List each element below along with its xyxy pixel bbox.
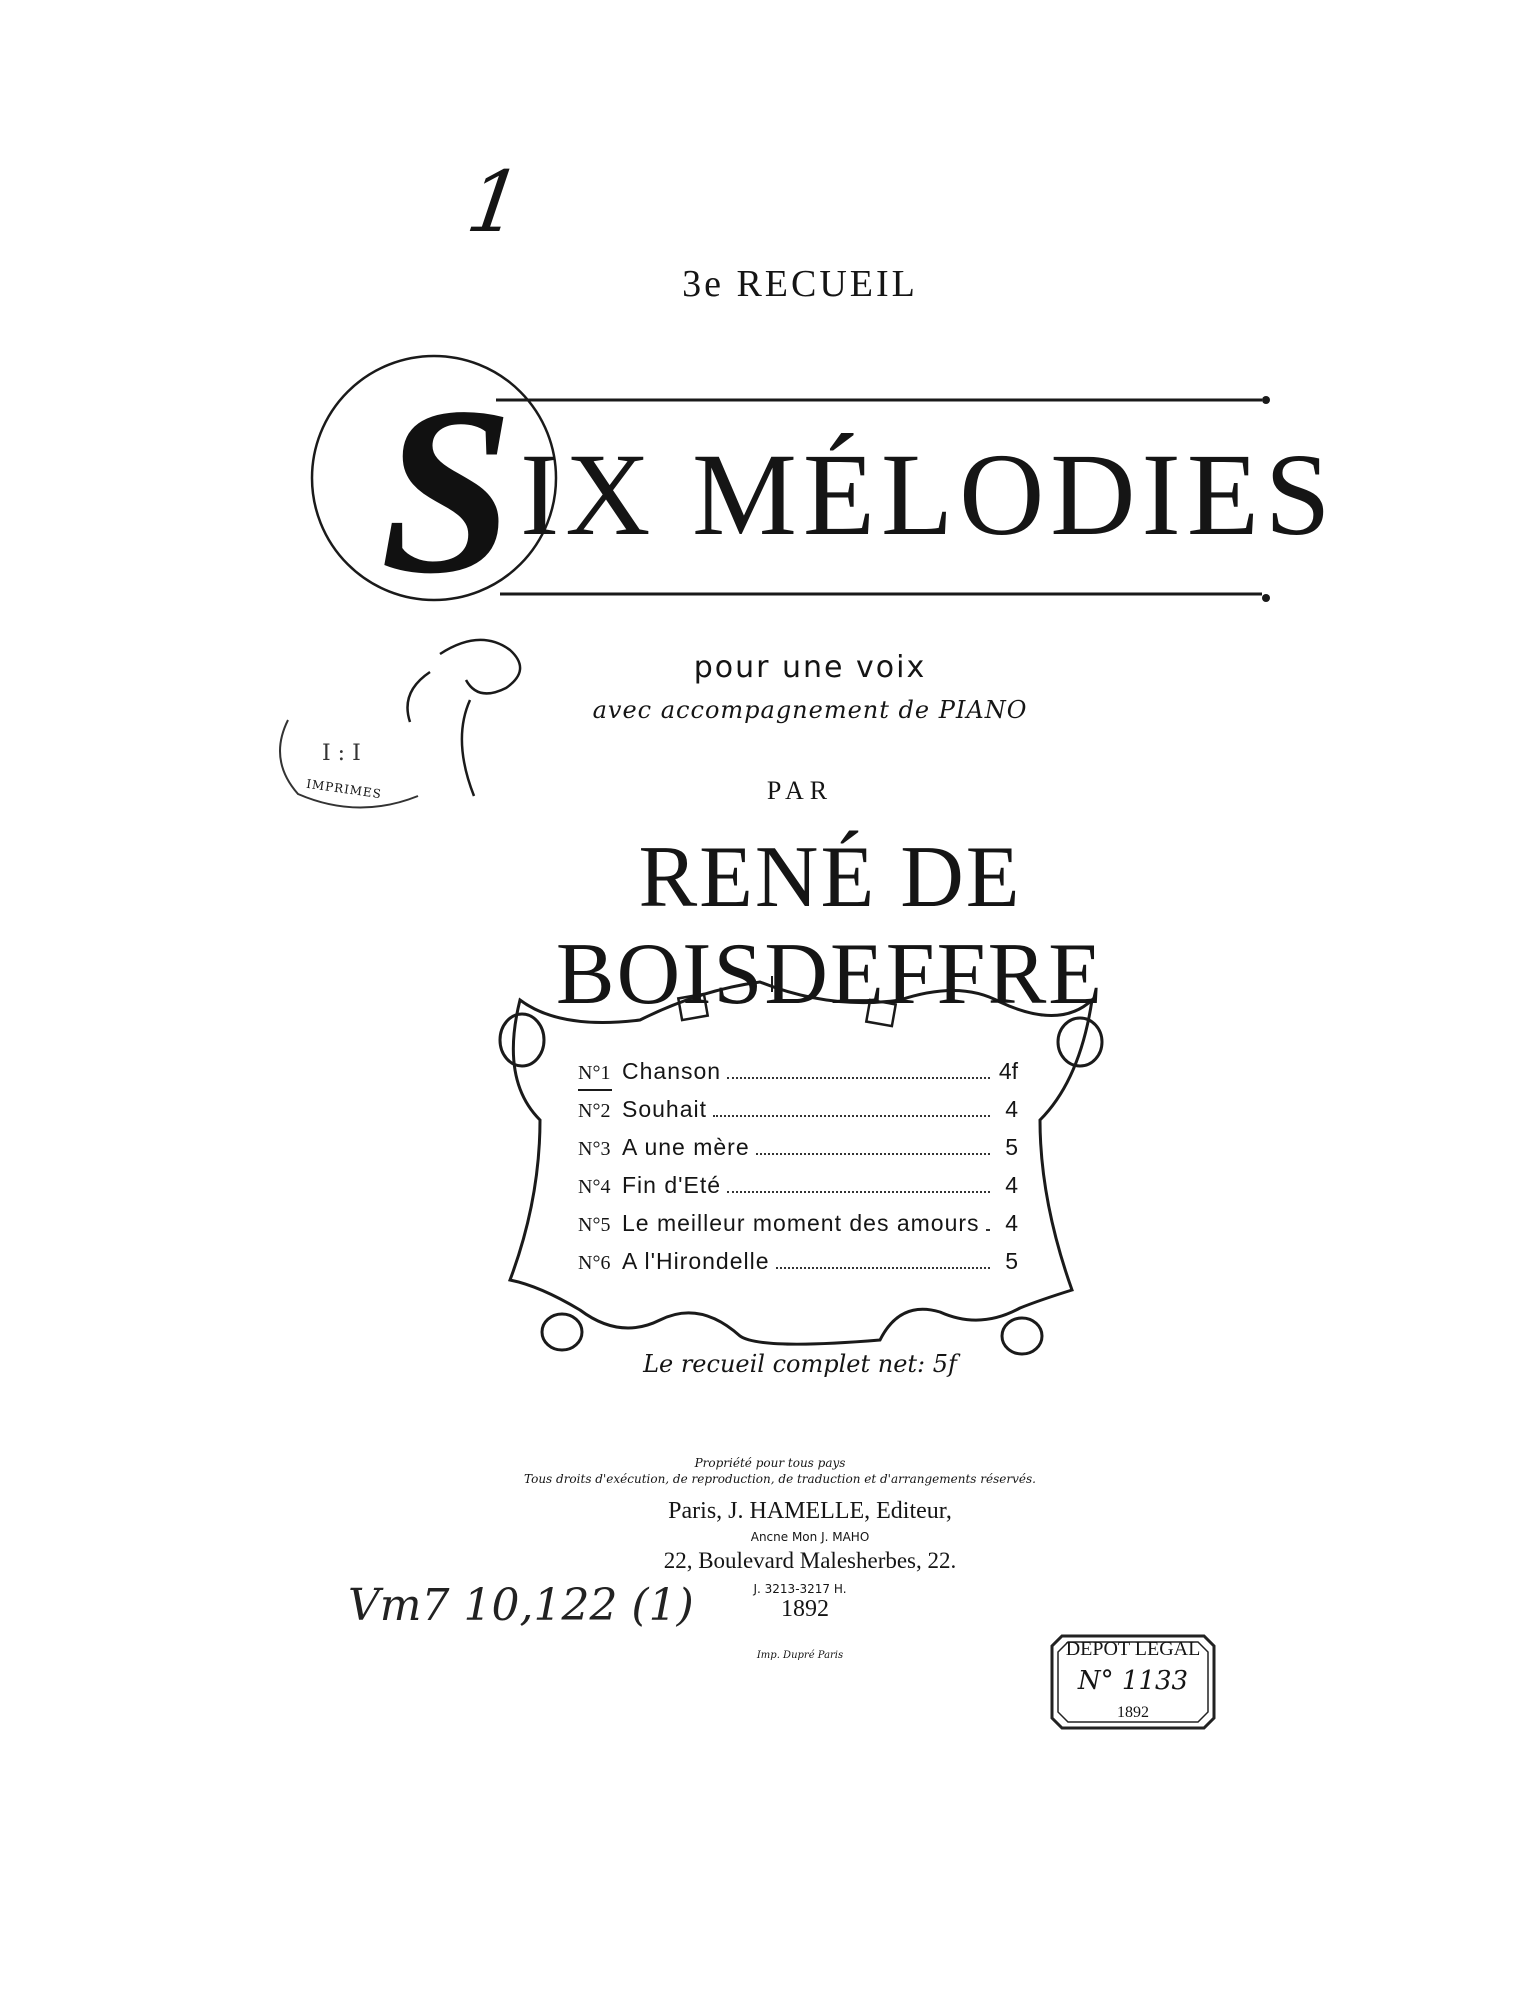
by-label: PAR [766, 776, 834, 805]
list-item [578, 1058, 1018, 1096]
scroll-left-bottom [542, 1314, 582, 1350]
list-item [578, 1248, 1018, 1286]
folio-number: 1 [461, 153, 529, 251]
song-price: 4 [1005, 1210, 1018, 1236]
scroll-right-top [1058, 1018, 1102, 1066]
song-title: A une mère [622, 1134, 750, 1160]
song-title: Fin d'Eté [622, 1172, 722, 1198]
song-number: N°4 [578, 1176, 611, 1198]
contents-list [578, 1058, 1018, 1286]
song-price: 5 [1005, 1134, 1018, 1160]
song-title: A l'Hirondelle [622, 1248, 770, 1274]
subtitle: pour une voix [693, 650, 927, 685]
imprint-rights-line-1: Propriété pour tous pays [694, 1456, 846, 1470]
imprint-rights-line-2: Tous droits d'exécution, de reproduction, de traduction et d'arrangements réservés. [524, 1472, 1036, 1486]
list-item [578, 1210, 1018, 1248]
depot-stamp-line-1: DEPOT LEGAL [1065, 1638, 1201, 1660]
depot-stamp-number: N° 1133 [1077, 1666, 1189, 1696]
library-stamp: I : I IMPRIMES [268, 700, 438, 810]
plate-number: J. 3213-3217 H. [753, 1582, 847, 1596]
composer-name: RENÉ DE BOISDEFFRE [555, 829, 1105, 1023]
scroll-right-bottom [1002, 1318, 1042, 1354]
song-price: 4 [1005, 1172, 1018, 1198]
publisher-address: 22, Boulevard Malesherbes, 22. [663, 1548, 957, 1573]
leader-dots [756, 1153, 990, 1155]
leader-dots [986, 1229, 990, 1231]
leader-dots [727, 1077, 990, 1079]
list-item [578, 1134, 1018, 1172]
song-price: 4 [1005, 1096, 1018, 1122]
publisher-predecessor: Ancne Mon J. MAHO [750, 1530, 870, 1544]
depot-legal-stamp [1048, 1632, 1218, 1732]
leader-dots [776, 1267, 990, 1269]
svg-text:I : I: I : I [322, 741, 361, 766]
title-initial: S [380, 357, 514, 623]
title: IX MÉLODIES [520, 429, 1337, 560]
leader-dots [713, 1115, 990, 1117]
depot-stamp-year: 1892 [1117, 1704, 1149, 1721]
song-number: N°1 [578, 1062, 611, 1084]
series-label: 3e RECUEIL [682, 263, 918, 305]
printer-credit: Imp. Dupré Paris [756, 1650, 844, 1661]
song-price: 5 [1005, 1248, 1018, 1274]
song-title: Chanson [622, 1058, 722, 1084]
publisher-name: Paris, J. HAMELLE, Editeur, [668, 1498, 952, 1524]
song-number: N°2 [578, 1100, 611, 1122]
song-price: 4f [998, 1058, 1018, 1084]
subtitle-accompaniment: avec accompagnement de PIANO [592, 696, 1028, 724]
leader-dots [727, 1191, 990, 1193]
complete-collection-price: Le recueil complet net: 5f [643, 1350, 957, 1378]
song-title: Souhait [622, 1096, 708, 1122]
song-title: Le meilleur moment des amours [622, 1210, 980, 1236]
song-number: N°3 [578, 1138, 611, 1160]
list-item [578, 1172, 1018, 1210]
song-number: N°6 [578, 1252, 611, 1274]
list-item [578, 1096, 1018, 1134]
shelfmark: Vm7 10,122 (1) [348, 1580, 694, 1631]
song-number: N°5 [578, 1214, 611, 1236]
publication-year: 1892 [781, 1596, 829, 1622]
